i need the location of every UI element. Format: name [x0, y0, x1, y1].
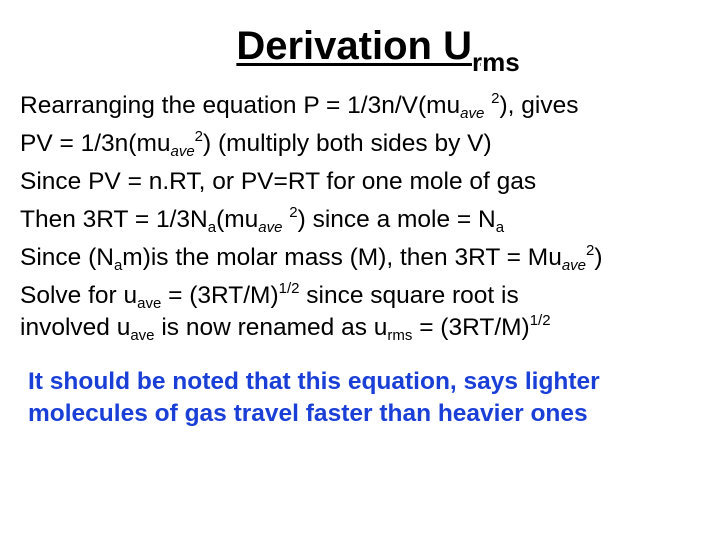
subscript: a	[495, 219, 505, 236]
superscript: 1/2	[529, 312, 551, 329]
line-text: Solve for u	[20, 282, 138, 309]
superscript: 2	[491, 90, 500, 107]
derivation-line	[20, 204, 710, 236]
derivation-line	[20, 128, 710, 160]
line-text: Rearranging the equation P = 1/3n/V(mu	[20, 92, 461, 119]
subscript: ave	[137, 295, 162, 312]
line-text: PV = 1/3n(mu	[20, 130, 171, 157]
line-text: since square root is	[299, 282, 519, 309]
line-text: Then 3RT = 1/3N	[20, 206, 208, 233]
subscript: a	[207, 219, 217, 236]
superscript: 2	[194, 128, 204, 145]
superscript: 1/2	[278, 280, 300, 297]
line-text: ), gives	[499, 92, 579, 119]
title-main: Derivation U	[236, 24, 472, 68]
derivation-line	[20, 166, 710, 198]
line-text: = (3RT/M)	[412, 314, 530, 341]
line-text: ) since a mole = N	[297, 206, 496, 233]
line-text: is now renamed as u	[154, 314, 388, 341]
note-line: molecules of gas travel faster than heavier ones	[28, 400, 588, 427]
derivation-line	[20, 242, 710, 274]
derivation-body	[20, 90, 710, 344]
derivation-line	[20, 90, 710, 122]
line-text: involved u	[20, 314, 131, 341]
line-text: (mu	[216, 206, 259, 233]
superscript: 2	[289, 204, 298, 221]
subscript: a	[113, 257, 123, 274]
line-text: )	[594, 244, 603, 271]
subscript: ave	[130, 327, 155, 344]
line-text: = (3RT/M)	[161, 282, 279, 309]
subscript: ave	[460, 105, 485, 122]
derivation-line	[20, 312, 710, 344]
line-text: m)is the molar mass (M), then 3RT = Mu	[122, 244, 562, 271]
slide-title	[0, 22, 720, 77]
subscript: ave	[258, 219, 283, 236]
superscript: 2	[586, 242, 595, 259]
subscript: ave	[170, 143, 195, 160]
note-line: It should be noted that this equation, says lighter	[28, 368, 600, 395]
subscript: rms	[387, 327, 413, 344]
conclusion-note	[28, 366, 708, 430]
subscript: ave	[561, 257, 587, 274]
derivation-line	[20, 280, 710, 312]
line-text: Since (N	[20, 244, 114, 271]
title-subscript: rms	[471, 47, 520, 77]
line-text: Since PV = n.RT, or PV=RT for one mole of gas	[20, 168, 537, 195]
line-text: ) (multiply both sides by V)	[203, 130, 492, 157]
